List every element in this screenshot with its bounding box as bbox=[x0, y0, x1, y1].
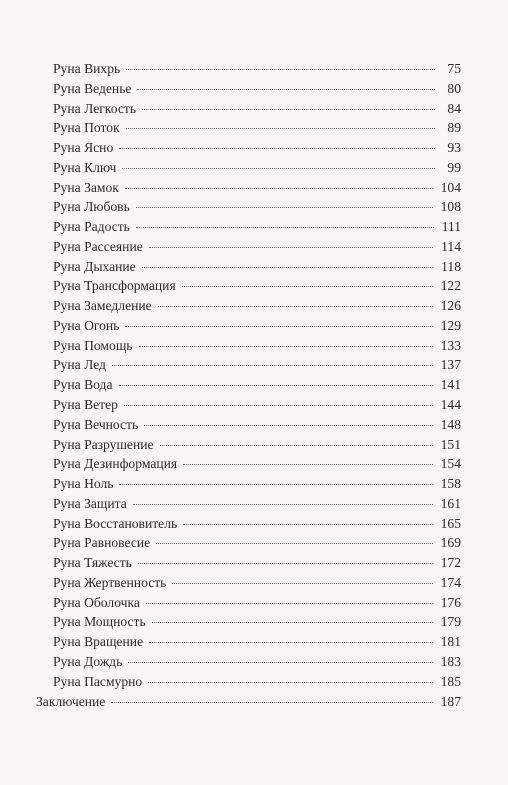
toc-entry-title: Руна Восстановитель bbox=[53, 515, 178, 531]
dot-leader bbox=[133, 504, 433, 505]
dot-leader bbox=[158, 306, 433, 307]
toc-entry[interactable] bbox=[53, 296, 461, 316]
toc-entry-page: 151 bbox=[440, 436, 461, 452]
toc-entry-page: 158 bbox=[440, 476, 461, 492]
toc-entry[interactable] bbox=[53, 652, 461, 672]
toc-entry-title: Руна Тяжесть bbox=[53, 555, 132, 571]
toc-entry-page: 104 bbox=[440, 179, 461, 195]
toc-entry-title: Руна Жертвенность bbox=[53, 574, 167, 590]
toc-entry-title: Руна Веденье bbox=[53, 80, 132, 96]
toc-entry[interactable] bbox=[53, 533, 461, 553]
toc-entry-title: Руна Оболочка bbox=[53, 594, 140, 610]
dot-leader bbox=[126, 69, 435, 70]
toc-entry-title: Руна Поток bbox=[53, 120, 120, 136]
toc-entry-title: Руна Помощь bbox=[53, 337, 133, 353]
dot-leader bbox=[119, 385, 433, 386]
toc-entry-title: Руна Дезинформация bbox=[53, 456, 178, 472]
toc-entry-page: 179 bbox=[440, 614, 461, 630]
dot-leader bbox=[146, 603, 433, 604]
dot-leader bbox=[149, 247, 433, 248]
dot-leader bbox=[160, 445, 433, 446]
toc-entry-title: Руна Мощность bbox=[53, 614, 146, 630]
toc-entry[interactable] bbox=[53, 454, 461, 474]
toc-entry[interactable] bbox=[53, 178, 461, 198]
toc-entry-page: 133 bbox=[440, 337, 461, 353]
toc-entry[interactable] bbox=[53, 316, 461, 336]
dot-leader bbox=[183, 524, 432, 525]
toc-entry[interactable] bbox=[53, 158, 461, 178]
toc-entry-page: 169 bbox=[440, 535, 461, 551]
toc-entry[interactable] bbox=[53, 217, 461, 237]
toc-entry-page: 181 bbox=[440, 634, 461, 650]
dot-leader bbox=[125, 188, 433, 189]
dot-leader bbox=[149, 642, 433, 643]
dot-leader bbox=[136, 207, 433, 208]
toc-entry-title: Руна Разрушение bbox=[53, 436, 154, 452]
toc-entry[interactable] bbox=[53, 415, 461, 435]
toc-entry-page: 111 bbox=[441, 219, 461, 235]
toc-entry-page: 148 bbox=[440, 416, 461, 432]
toc-entry-page: 141 bbox=[440, 377, 461, 393]
toc-entry[interactable] bbox=[53, 435, 461, 455]
toc-entry-title: Руна Вращение bbox=[53, 634, 144, 650]
toc-entry-title: Руна Дыхание bbox=[53, 258, 136, 274]
toc-entry-page: 114 bbox=[441, 238, 461, 254]
toc-entry[interactable] bbox=[53, 514, 461, 534]
toc-entry-title: Руна Рассеяние bbox=[53, 238, 143, 254]
toc-entry-title: Руна Вихрь bbox=[53, 61, 121, 76]
toc-entry-page: 165 bbox=[440, 515, 461, 531]
dot-leader bbox=[172, 583, 432, 584]
toc-entry[interactable] bbox=[53, 118, 461, 138]
toc-entry-title: Заключение bbox=[36, 693, 106, 709]
toc-entry-page: 99 bbox=[447, 159, 461, 175]
toc-entry[interactable] bbox=[53, 474, 461, 494]
toc-entry-page: 129 bbox=[440, 317, 461, 333]
dot-leader bbox=[156, 543, 432, 544]
dot-leader bbox=[148, 682, 432, 683]
toc-entry[interactable] bbox=[53, 672, 461, 692]
dot-leader bbox=[126, 128, 435, 129]
dot-leader bbox=[137, 89, 435, 90]
toc-entry-title: Руна Трансформация bbox=[53, 278, 176, 294]
dot-leader bbox=[142, 267, 433, 268]
toc-entry[interactable] bbox=[53, 138, 461, 158]
toc-entry[interactable] bbox=[53, 99, 461, 119]
toc-entry-page: 126 bbox=[440, 298, 461, 314]
toc-entry[interactable] bbox=[53, 573, 461, 593]
toc-entry-title: Руна Ноль bbox=[53, 476, 114, 492]
toc-entry[interactable] bbox=[53, 197, 461, 217]
dot-leader bbox=[142, 109, 435, 110]
toc-entry-title: Руна Ветер bbox=[53, 397, 118, 413]
toc-entry-title: Руна Вода bbox=[53, 377, 113, 393]
toc-entry-page: 89 bbox=[447, 120, 461, 136]
toc-entry-title: Руна Радость bbox=[53, 219, 130, 235]
toc-entry[interactable] bbox=[53, 593, 461, 613]
toc-entry-page: 84 bbox=[447, 100, 461, 116]
toc-entry-title: Руна Дождь bbox=[53, 653, 123, 669]
toc-entry[interactable] bbox=[53, 59, 461, 79]
dot-leader bbox=[139, 346, 433, 347]
toc-entry-page: 172 bbox=[440, 555, 461, 571]
dot-leader bbox=[128, 662, 432, 663]
dot-leader bbox=[136, 227, 434, 228]
toc-entry-title: Руна Легкость bbox=[53, 100, 137, 116]
toc-entry-page: 108 bbox=[440, 199, 461, 215]
toc-entry-page: 80 bbox=[447, 80, 461, 96]
toc-entry-page: 187 bbox=[440, 693, 461, 709]
toc-entry-title: Руна Замедление bbox=[53, 298, 152, 314]
toc-entry-page: 122 bbox=[440, 278, 461, 294]
toc-entry-page: 144 bbox=[440, 397, 461, 413]
dot-leader bbox=[124, 405, 433, 406]
toc-entry[interactable] bbox=[53, 276, 461, 296]
toc-entry-title: Руна Любовь bbox=[53, 199, 130, 215]
toc-entry[interactable] bbox=[53, 632, 461, 652]
toc-entry-page: 93 bbox=[447, 140, 461, 156]
toc-entry-page: 176 bbox=[440, 594, 461, 610]
toc-entry-page: 174 bbox=[440, 574, 461, 590]
dot-leader bbox=[152, 622, 433, 623]
toc-entry[interactable] bbox=[53, 612, 461, 632]
toc-entry-title: Руна Ключ bbox=[53, 159, 117, 175]
toc-entry[interactable] bbox=[53, 375, 461, 395]
toc-entry-title: Руна Огонь bbox=[53, 317, 120, 333]
toc-entry-page: 185 bbox=[440, 673, 461, 689]
toc-entry[interactable] bbox=[53, 395, 461, 415]
dot-leader bbox=[125, 326, 432, 327]
dot-leader bbox=[119, 148, 435, 149]
dot-leader bbox=[183, 464, 432, 465]
toc-entry-page: 118 bbox=[441, 258, 461, 274]
dot-leader bbox=[144, 425, 432, 426]
toc-entry[interactable] bbox=[53, 257, 461, 277]
toc-entry[interactable] bbox=[53, 494, 461, 514]
toc-entry[interactable] bbox=[53, 553, 461, 573]
dot-leader bbox=[119, 484, 432, 485]
toc-entry-conclusion[interactable] bbox=[36, 692, 461, 712]
toc-entry-title: Руна Лед bbox=[53, 357, 106, 373]
toc-entry-title: Руна Замок bbox=[53, 179, 119, 195]
dot-leader bbox=[112, 365, 433, 366]
dot-leader bbox=[122, 168, 435, 169]
toc-entry[interactable] bbox=[53, 79, 461, 99]
toc-entry-page: 137 bbox=[440, 357, 461, 373]
dot-leader bbox=[182, 286, 433, 287]
toc-entry[interactable] bbox=[53, 355, 461, 375]
toc-entry-title: Руна Защита bbox=[53, 495, 127, 511]
toc-entry-title: Руна Пасмурно bbox=[53, 673, 143, 689]
dot-leader bbox=[111, 702, 432, 703]
toc-entry[interactable] bbox=[53, 237, 461, 257]
table-of-contents bbox=[0, 59, 508, 711]
dot-leader bbox=[138, 563, 433, 564]
toc-entry-title: Руна Ясно bbox=[53, 140, 114, 156]
toc-entry-page: 154 bbox=[440, 456, 461, 472]
toc-entry[interactable] bbox=[53, 336, 461, 356]
toc-entry-title: Руна Вечность bbox=[53, 416, 139, 432]
toc-entry-page: 161 bbox=[440, 495, 461, 511]
toc-entry-title: Руна Равновесие bbox=[53, 535, 151, 551]
toc-entry-page: 183 bbox=[440, 653, 461, 669]
toc-entry-page: 75 bbox=[447, 61, 461, 76]
